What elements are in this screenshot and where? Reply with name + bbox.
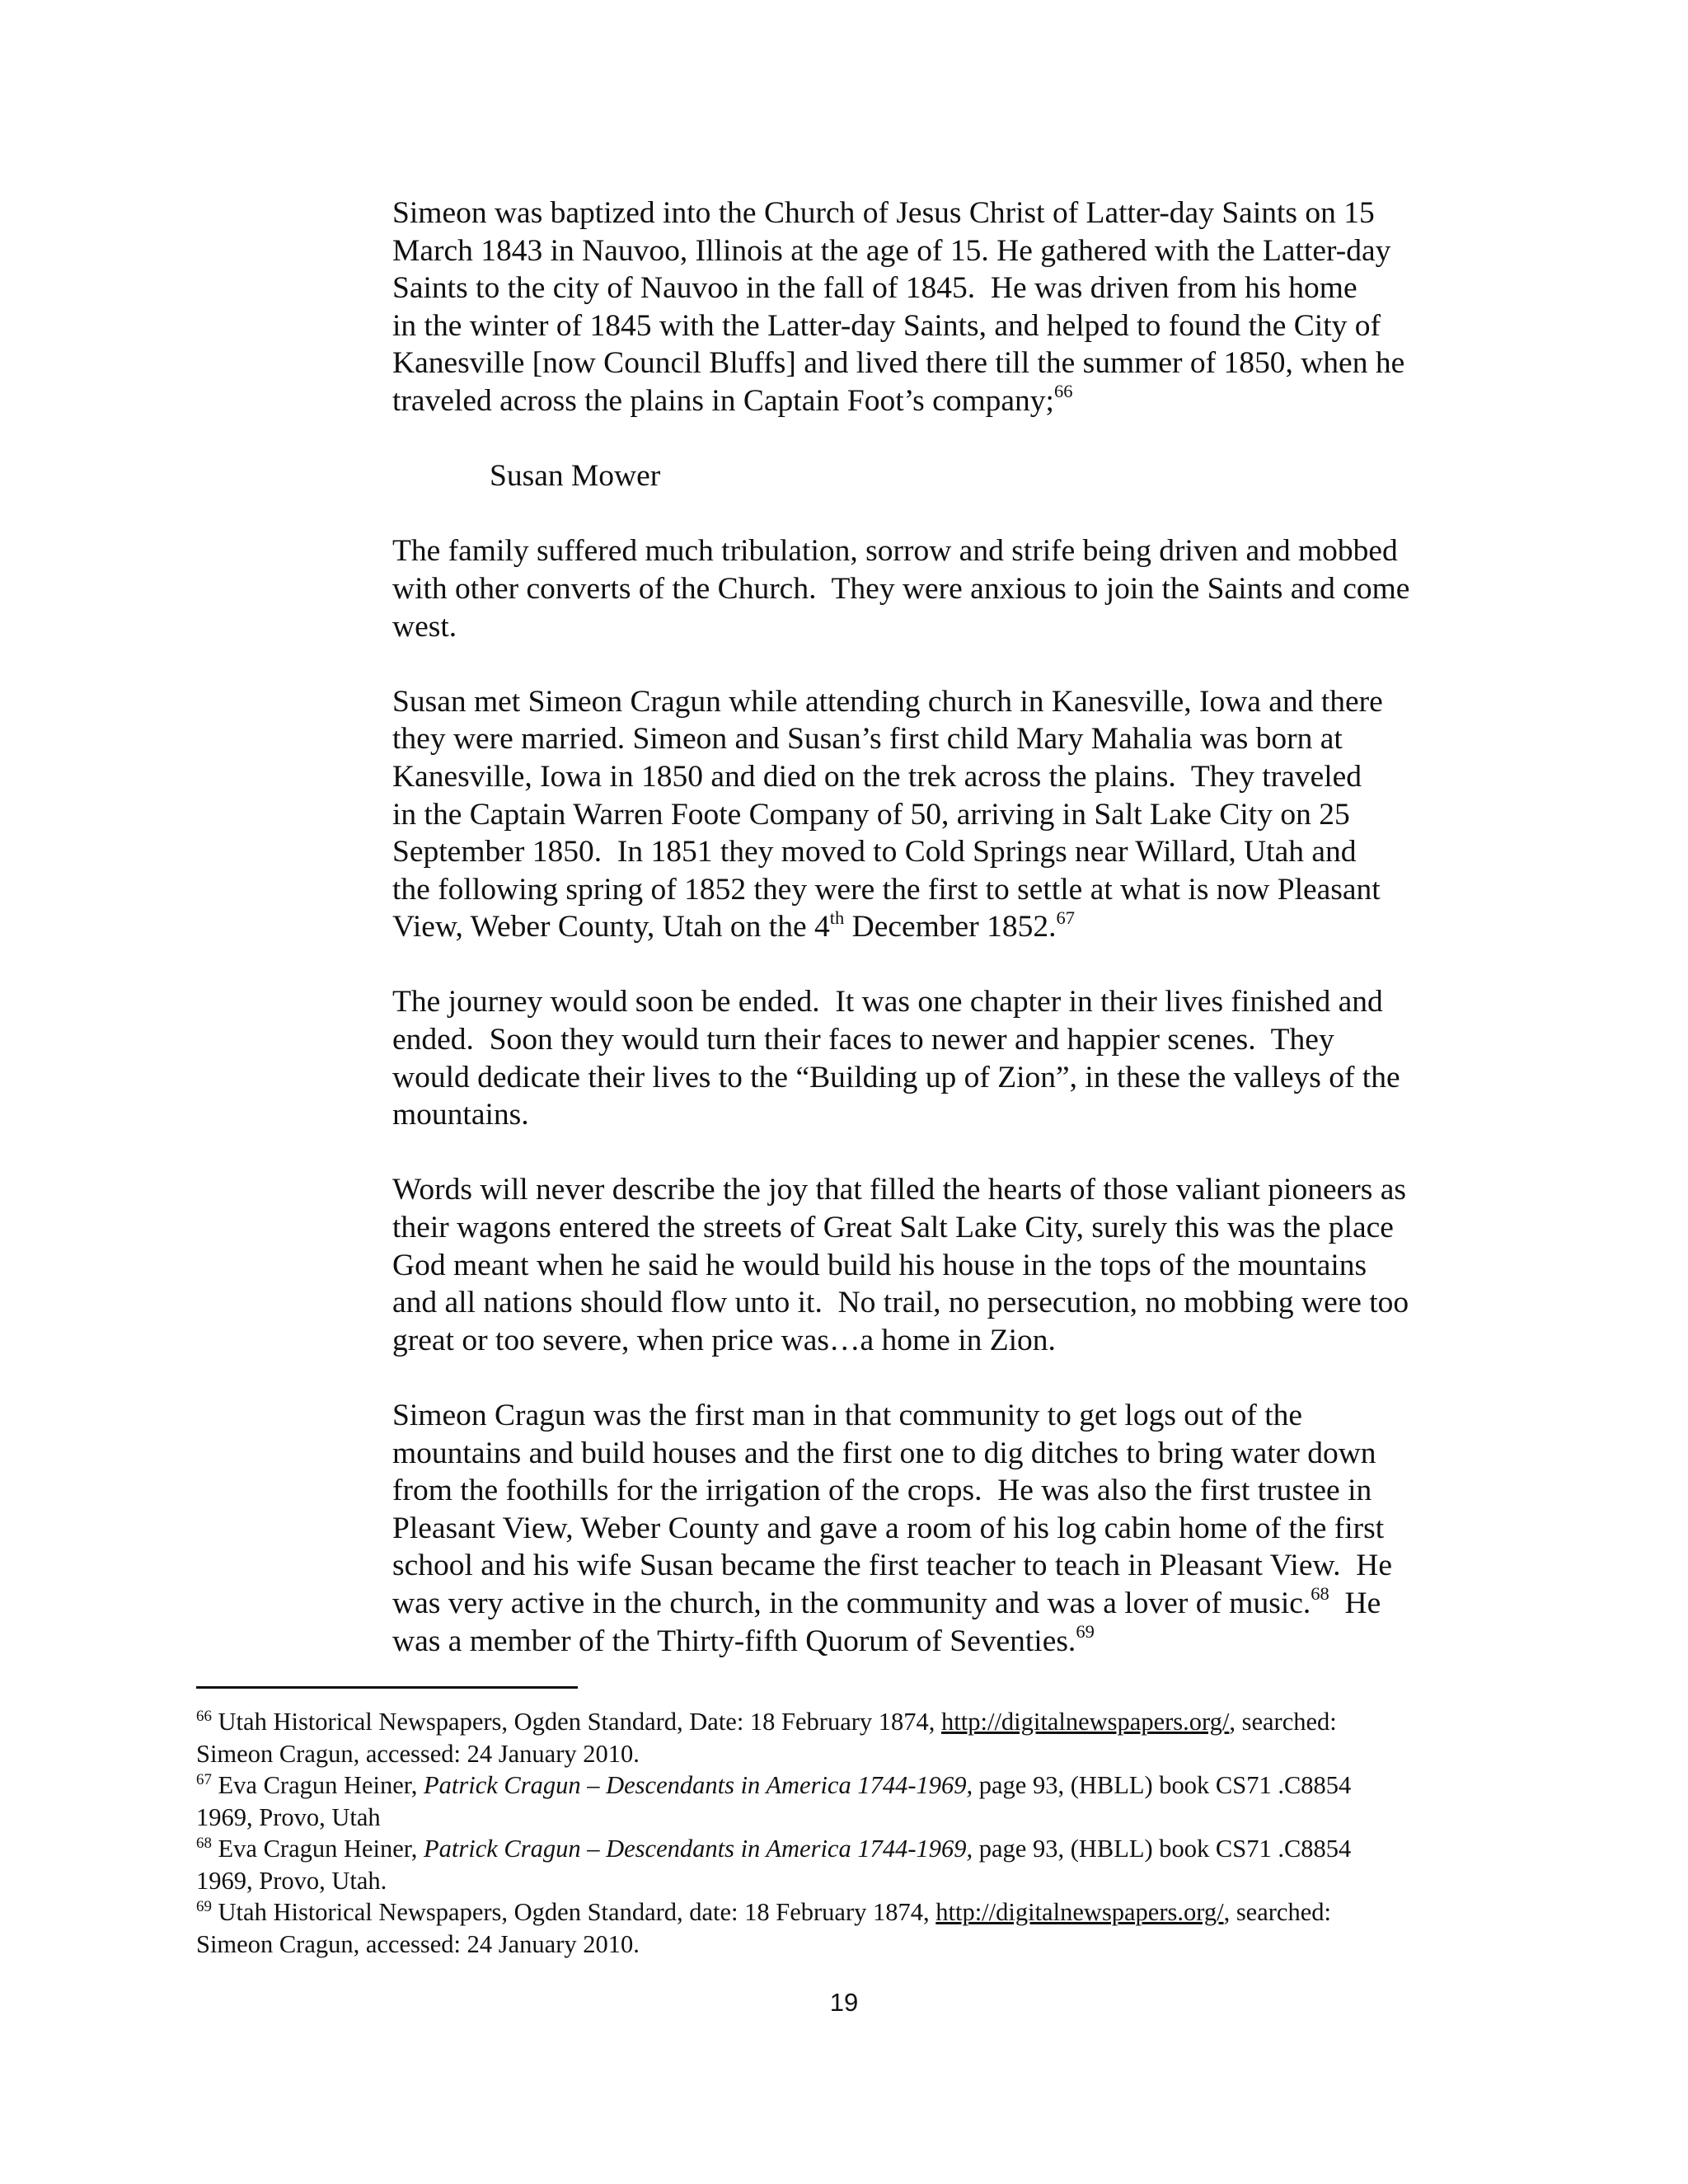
text-span: was a member of the Thirty-fifth Quorum of Seventies.: [392, 1624, 1076, 1658]
footnote-line: Simeon Cragun, accessed: 24 January 2010.: [196, 1929, 640, 1958]
paragraph-gap: [392, 645, 1497, 683]
text-line: September 1850. In 1851 they moved to Cold Springs near Willard, Utah and: [392, 835, 1357, 869]
paragraph-gap: [392, 946, 1497, 984]
text-line: mountains and build houses and the first one to dig ditches to bring water down: [392, 1436, 1376, 1470]
text-line: from the foothills for the irrigation of the crops. He was also the first trustee in: [392, 1474, 1372, 1508]
footnote-link[interactable]: http://digitalnewspapers.org/: [941, 1708, 1230, 1736]
text-line: Kanesville [now Council Bluffs] and lived there till the summer of 1850, when he: [392, 346, 1405, 381]
text-line: [392, 382, 1497, 420]
paragraph-gap: [392, 1134, 1497, 1172]
footnote-line: [196, 1769, 1498, 1802]
footnote-68: [196, 1833, 1498, 1896]
book-title: Patrick Cragun – Descendants in America 1744-1969,: [424, 1835, 973, 1863]
footnote-66: [196, 1706, 1498, 1769]
text-line: Kanesville, Iowa in 1850 and died on the trek across the plains. They traveled: [392, 759, 1362, 794]
footnote-line: [196, 1833, 1498, 1865]
footnote-line: [196, 1896, 1498, 1929]
text-line: the following spring of 1852 they were the first to settle at what is now Pleasant: [392, 872, 1381, 907]
footnote-text: page 93, (HBLL) book CS71 .C8854: [973, 1771, 1352, 1799]
paragraph-arrival: [392, 1171, 1497, 1359]
footnotes: [196, 1706, 1498, 1960]
text-line: Words will never describe the joy that filled the hearts of those valiant pioneers as: [392, 1173, 1406, 1207]
footnote-number: 67: [196, 1770, 212, 1788]
footnote-ref-69[interactable]: 69: [1076, 1620, 1095, 1642]
footnote-67: [196, 1769, 1498, 1833]
text-span: December 1852.: [844, 910, 1057, 944]
page-number: 19: [829, 1988, 859, 2017]
main-text: [392, 194, 1497, 1660]
paragraph-journey: [392, 983, 1497, 1133]
footnote-line: 1969, Provo, Utah.: [196, 1866, 387, 1895]
text-line: school and his wife Susan became the first teacher to teach in Pleasant View. He: [392, 1549, 1392, 1583]
text-line: their wagons entered the streets of Great Salt Lake City, surely this was the place: [392, 1211, 1394, 1245]
footnote-text: Utah Historical Newspapers, Ogden Standard, date: 18 February 1874,: [211, 1898, 936, 1926]
footnote-text: Eva Cragun Heiner,: [211, 1835, 424, 1863]
footnote-number: 66: [196, 1707, 212, 1725]
footnote-69: [196, 1896, 1498, 1960]
text-line: and all nations should flow unto it. No trail, no persecution, no mobbing were too: [392, 1286, 1409, 1320]
paragraph-gap: [392, 420, 1497, 458]
footnote-separator: [196, 1686, 578, 1689]
text-line: Susan met Simeon Cragun while attending church in Kanesville, Iowa and there: [392, 684, 1383, 719]
text-line: Simeon was baptized into the Church of Jesus Christ of Latter-day Saints on 15: [392, 196, 1375, 230]
footnote-number: 69: [196, 1897, 212, 1915]
book-title: Patrick Cragun – Descendants in America 1744-1969,: [424, 1771, 973, 1799]
footnote-ref-66[interactable]: 66: [1053, 381, 1073, 402]
footnote-link[interactable]: http://digitalnewspapers.org/: [935, 1898, 1224, 1926]
section-heading: Susan Mower: [490, 459, 661, 494]
text-line: in the Captain Warren Foote Company of 50, arriving in Salt Lake City on 25: [392, 797, 1350, 832]
paragraph-gap: [392, 1359, 1497, 1397]
text-line: Pleasant View, Weber County and gave a room of his log cabin home of the first: [392, 1511, 1385, 1545]
text-line: March 1843 in Nauvoo, Illinois at the age of 15. He gathered with the Latter-day: [392, 233, 1391, 268]
footnote-text: page 93, (HBLL) book CS71 .C8854: [973, 1835, 1352, 1863]
text-line: [392, 1620, 1497, 1661]
paragraph-tribulation: [392, 532, 1497, 645]
footnote-text: , searched:: [1223, 1898, 1331, 1926]
paragraph-marriage: [392, 683, 1497, 946]
footnote-text: , searched:: [1229, 1708, 1337, 1736]
text-line: God meant when he said he would build his house in the tops of the mountains: [392, 1248, 1367, 1282]
text-span: He: [1329, 1586, 1381, 1620]
paragraph-baptism: [392, 194, 1497, 420]
text-span: traveled across the plains in Captain Foot’s company;: [392, 383, 1054, 418]
text-line: mountains.: [392, 1098, 529, 1132]
text-line: The family suffered much tribulation, sorrow and strife being driven and mobbed: [392, 534, 1398, 569]
footnote-line: Simeon Cragun, accessed: 24 January 2010.: [196, 1739, 640, 1768]
footnote-line: [196, 1706, 1498, 1738]
text-line: ended. Soon they would turn their faces to newer and happier scenes. They: [392, 1023, 1334, 1057]
text-line: Saints to the city of Nauvoo in the fall of 1845. He was driven from his home: [392, 271, 1357, 306]
text-line: west.: [392, 609, 457, 644]
text-line: Simeon Cragun was the first man in that community to get logs out of the: [392, 1399, 1303, 1432]
text-line: [392, 1585, 1497, 1623]
paragraph-gap: [392, 495, 1497, 533]
text-line: they were married. Simeon and Susan’s first child Mary Mahalia was born at: [392, 722, 1343, 757]
footnote-text: Utah Historical Newspapers, Ogden Standard, Date: 18 February 1874,: [211, 1708, 942, 1736]
footnote-ref-68[interactable]: 68: [1311, 1583, 1329, 1605]
text-line: The journey would soon be ended. It was one chapter in their lives finished and: [392, 985, 1383, 1019]
text-line: would dedicate their lives to the “Building up of Zion”, in these the valleys of the: [392, 1060, 1400, 1094]
ordinal-suffix: th: [829, 907, 845, 928]
footnote-number: 68: [196, 1834, 212, 1852]
text-span: View, Weber County, Utah on the 4: [392, 910, 830, 944]
text-span: was very active in the church, in the community and was a lover of music.: [392, 1586, 1311, 1620]
footnote-text: Eva Cragun Heiner,: [211, 1771, 424, 1799]
text-line: great or too severe, when price was…a home in Zion.: [392, 1323, 1056, 1357]
footnote-line: 1969, Provo, Utah: [196, 1802, 381, 1831]
text-line: with other converts of the Church. They were anxious to join the Saints and come: [392, 571, 1410, 606]
footnote-ref-67[interactable]: 67: [1056, 907, 1075, 928]
text-line: [392, 908, 1497, 946]
text-line: in the winter of 1845 with the Latter-day Saints, and helped to found the City of: [392, 308, 1381, 343]
paragraph-community: [392, 1397, 1497, 1660]
